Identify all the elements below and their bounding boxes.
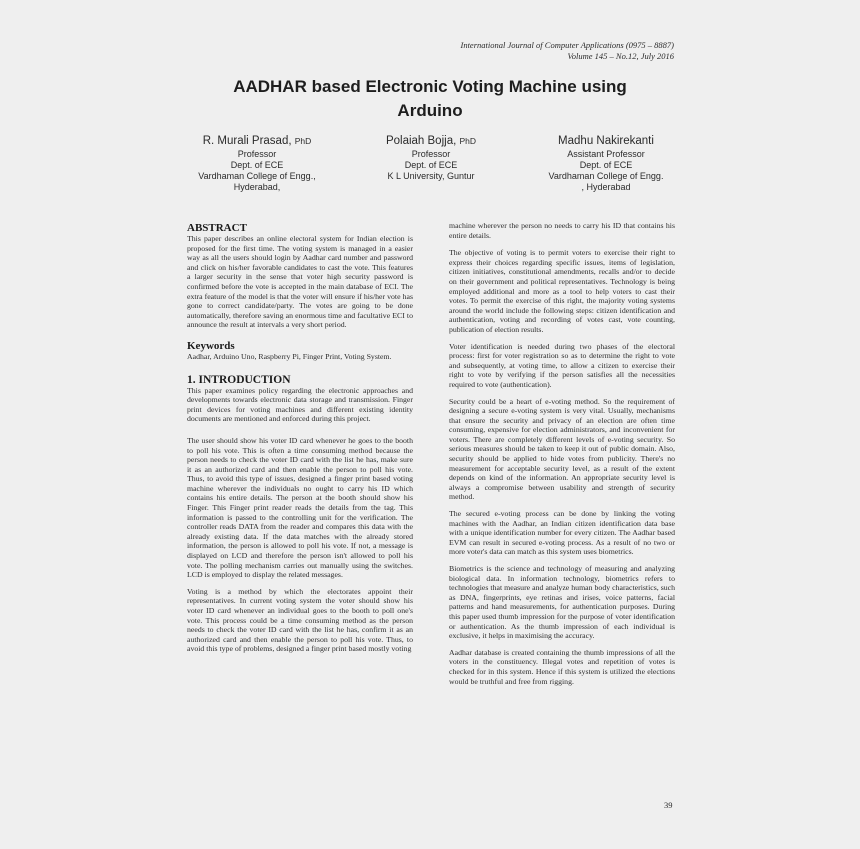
body-paragraph: Aadhar database is created containing the thumb impressions of all the voters in the constituency. Illegal votes and repetition of votes is checked for in this system. Hence if this system is utilized the elections would be truthful and free from rigging. — [449, 647, 675, 686]
intro-paragraph: The user should show his voter ID card whenever he goes to the booth to poll his vote. This is often a time consuming method because the person needs to check the voter ID card with the list he has, make sure it as an authorized card and then enable the person to poll his vote. Thus, to avoid this type of issues, designed a finger print based voting machine wherever the individuals no ought to carry his ID which contains his entire details. The person at the booth should show his Finger. This Finger print reader reads the details from the tag. This information is passed to the controlling unit for the verification. The controller reads DATA from the reader and compares this data with the already existing data. If the data matches with the already stored information, the person is allowed to poll his vote. If not, a message is displayed on LCD and therefore the person isn't allowed to poll his vote. The polling mechanism carries out manually using the switches. LCD is employed to display the related messages. — [187, 435, 413, 580]
body-paragraph: Security could be a heart of e-voting method. So the requirement of designing a secure e-voting system is very vital. Usually, mechanisms that ensure the security and privacy of an election are often time consuming, expensive for election administrators, and inconvenient for voters. There are completely different levels of e-voting security. So serious measures should be taken to keep it out of public domain. Also, security should be applied to hide votes from publicity. There's no measurement for acceptable security level, as a result of the extent depends on kind of the information. An appropriate security level is always a compromise between usability and strength of security method. — [449, 396, 675, 502]
author-city: , Hyderabad — [581, 182, 631, 192]
body-paragraph: machine wherever the person no needs to carry his ID that contains his entire details. — [449, 221, 675, 240]
journal-volume: Volume 145 – No.12, July 2016 — [567, 51, 674, 61]
journal-name: International Journal of Computer Applications (0975 – 8887) — [460, 40, 674, 50]
author-degree: PhD — [294, 136, 312, 146]
body-paragraph: The secured e-voting process can be done by linking the voting machines with the Aadhar, an Indian citizen identification data base with a unique identification number for every citizen. The Aadhar based EVM can result in secured e-voting process. As a result of no two or more voter's data can match as this system uses biometrics. — [449, 509, 675, 557]
abstract-text: This paper describes an online electoral system for Indian election is proposed for the first time. The voting system is managed in a easier way as all the users should login by Aadhar card number and password and click on his/her favorable candidates to cast the vote. This features a larger security in the sense that voter high security password is confirmed before the vote is accepted in the main database of ECI. The extra feature of the model is that the voter will ensure if his/her vote has gone to correct candidate/party. The votes are going to be done automatically, therefore saving an enormous time and facultative ECI to announce the result at intervals a very short period. — [187, 234, 413, 330]
author-dept: Dept. of ECE — [230, 160, 284, 170]
author-name: Madhu Nakirekanti — [558, 135, 654, 147]
keywords-text: Aadhar, Arduino Uno, Raspberry Pi, Finger Print, Voting System. — [187, 351, 392, 361]
author-affiliation: Vardhaman College of Engg., — [198, 171, 316, 181]
left-column — [187, 222, 413, 661]
author-dept: Dept. of ECE — [579, 160, 633, 170]
page-number: 39 — [664, 800, 673, 810]
author-2 — [341, 134, 521, 182]
author-degree: PhD — [459, 136, 477, 146]
body-paragraph: Biometrics is the science and technology of measuring and analyzing biological data. In information technology, biometrics refers to technologies that measure and analyze human body characteristics, such as DNA, fingerprints, eye retinas and irises, voice patterns, facial patterns and hand measurements, for authentication purposes. During this paper used thumb impression for the purpose of voter identification or authentication. As the thumb impression of each individual is exclusive, it helps in maximising the accuracy. — [449, 564, 675, 641]
author-dept: Dept. of ECE — [404, 160, 458, 170]
title-line-1: AADHAR based Electronic Voting Machine using — [233, 77, 627, 96]
body-paragraph: Voter identification is needed during two phases of the electoral process: first for voter registration so as to determine the right to vote and subsequently, at voting time, to allow a citizen to exercise their right to vote by verifying if the person satisfies all the necessities required to vote (authentication). — [449, 341, 675, 389]
author-title: Professor — [237, 149, 277, 159]
intro-paragraph: Voting is a method by which the electorates appoint their representatives. In current voting system the voter should show his voter ID card whenever an individual goes to the booth to poll one's vote. This process could be a time consuming method as the person needs to check the voter ID card with the list he has, confirm it as an authorized card and then enable the person to poll his vote. Thus, to avoid this type of problems, designed a finger print based mostly voting — [187, 586, 413, 654]
author-1 — [167, 134, 347, 193]
author-name: Polaiah Bojja, — [385, 135, 457, 147]
journal-header — [254, 40, 674, 62]
author-name: R. Murali Prasad, — [202, 135, 292, 147]
author-city: Hyderabad, — [233, 182, 281, 192]
keywords-heading: Keywords — [187, 339, 235, 352]
intro-paragraph: This paper examines policy regarding the electronic approaches and developments towards electronic data storage and transmission. Finger print devices for voting machines and different existing identity documents are mentioned and enforced during this project. — [187, 385, 413, 424]
body-paragraph: The objective of voting is to permit voters to exercise their right to express their choices regarding specific issues, items of legislation, citizen initiatives, constitutional amendments, recalls and/or to decide on their government and political representatives. Technology is being employed additional and more as a tool to help voters to cast their votes. To permit the exercise of this right, the majority voting systems around the world include the following steps: citizen identification and authentication, voting and recording of votes cast, vote counting, publication of election results. — [449, 248, 675, 334]
author-title: Assistant Professor — [567, 149, 645, 159]
right-column — [449, 221, 675, 693]
introduction-heading: 1. INTRODUCTION — [187, 373, 291, 386]
author-affiliation: Vardhaman College of Engg. — [548, 171, 664, 181]
title-line-2: Arduino — [397, 101, 463, 120]
author-affiliation: K L University, Guntur — [387, 171, 475, 181]
author-title: Professor — [411, 149, 451, 159]
author-3 — [516, 134, 696, 193]
paper-title — [160, 75, 700, 123]
abstract-heading: ABSTRACT — [187, 222, 247, 234]
